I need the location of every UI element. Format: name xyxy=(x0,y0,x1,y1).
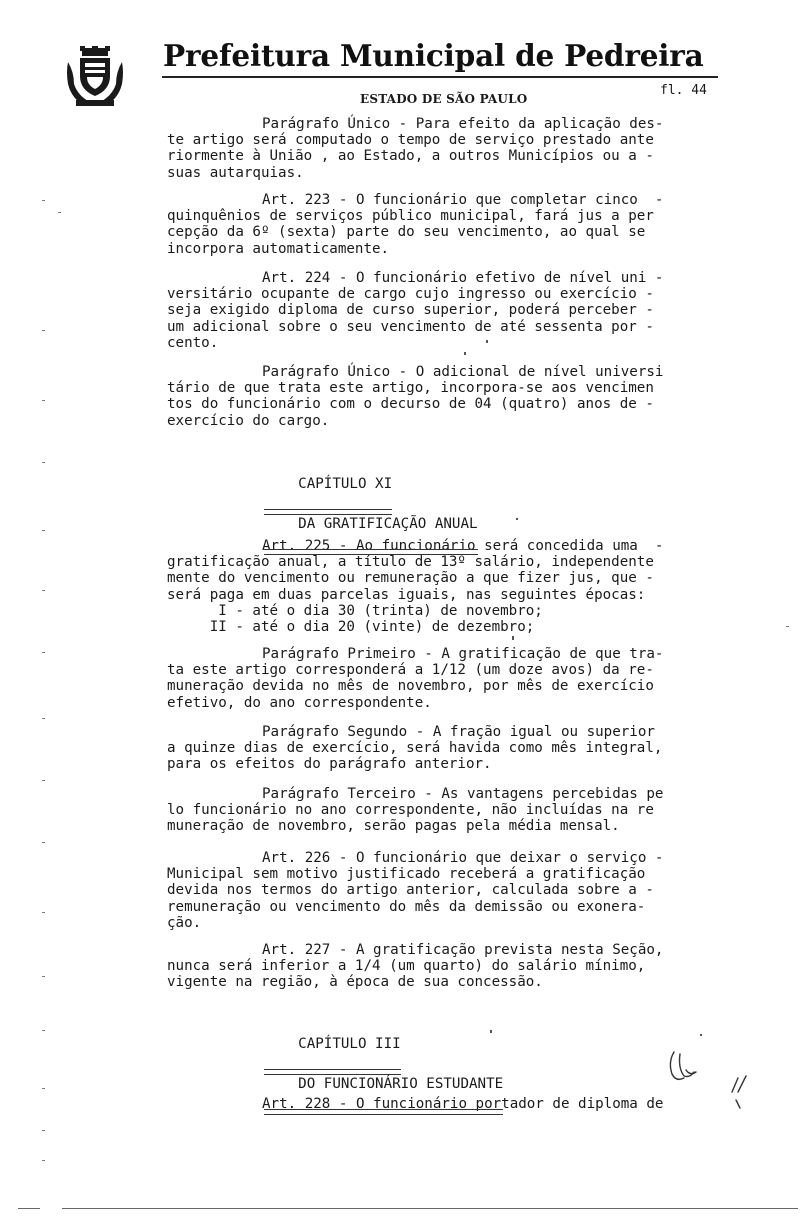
text-line: Art. 223 - O funcionário que completar cinco - xyxy=(262,192,664,208)
text-line: Parágrafo Único - Para efeito da aplicação des- xyxy=(262,116,664,132)
text-line: riormente à União , ao Estado, a outros Municípios ou a - xyxy=(167,148,654,165)
text-line: cepção da 6º (sexta) parte do seu vencimento, ao qual se xyxy=(167,224,646,241)
text-line: Art. 225 - Ao funcionário será concedida uma - xyxy=(262,538,664,554)
text-line: tário de que trata este artigo, incorpora-se aos vencimen xyxy=(167,380,654,397)
text-line: Art. 224 - O funcionário efetivo de nível uni - xyxy=(262,270,664,286)
text-line: Municipal sem motivo justificado receberá a gratificação xyxy=(167,866,646,883)
text-line: efetivo, do ano correspondente. xyxy=(167,694,432,711)
text-line: muneração devida no mês de novembro, por mês de exercício xyxy=(167,678,654,695)
text-line: suas autarquias. xyxy=(167,164,304,181)
text-line: incorpora automaticamente. xyxy=(167,240,390,257)
text-line: Art. 227 - A gratificação prevista nesta Seção, xyxy=(262,942,664,958)
text-line: nunca será inferior a 1/4 (um quarto) do salário mínimo, xyxy=(167,958,646,975)
municipal-crest-icon xyxy=(66,46,124,108)
heading-text: DO FUNCIONÁRIO ESTUDANTE xyxy=(298,1076,504,1092)
text-line: muneração de novembro, serão pagas pela média mensal. xyxy=(167,818,620,835)
text-line: para os efeitos do parágrafo anterior. xyxy=(167,756,492,773)
text-line: versitário ocupante de cargo cujo ingresso ou exercício - xyxy=(167,286,654,303)
article-227 xyxy=(0,942,663,991)
paragraph-block xyxy=(0,724,662,773)
folio-number: fl. 44 xyxy=(660,83,707,98)
text-line: gratificação anual, a título de 13º salário, independente xyxy=(167,554,654,571)
page-title: Prefeitura Municipal de Pedreira xyxy=(163,38,704,73)
heading-text: DA GRATIFICAÇÃO ANUAL xyxy=(298,516,478,532)
heading-text: CAPÍTULO XI xyxy=(298,476,393,492)
text-line: quinquênios de serviços público municipal, fará jus a per xyxy=(167,208,654,225)
text-line: remuneração ou vencimento do mês da demissão ou exonera- xyxy=(167,898,646,915)
scan-edge-line xyxy=(62,1208,798,1209)
scan-edge-line xyxy=(18,1208,40,1209)
paragraph-block xyxy=(0,646,663,711)
text-line: ção. xyxy=(167,914,202,931)
text-line: a quinze dias de exercício, será havida como mês integral, xyxy=(167,740,663,757)
text-line: Parágrafo Primeiro - A gratificação de que tra- xyxy=(262,646,664,662)
text-line: mente do vencimento ou remuneração a que fizer jus, que - xyxy=(167,570,654,587)
text-line: tos do funcionário com o decurso de 04 (quatro) anos de - xyxy=(167,396,654,413)
text-line: cento. xyxy=(167,334,219,351)
text-line: Parágrafo Segundo - A fração igual ou superior xyxy=(262,724,655,740)
text-line: vigente na região, à época de sua concessão. xyxy=(167,974,543,991)
section-heading xyxy=(264,500,478,587)
paragraph-block xyxy=(0,786,663,835)
text-line: um adicional sobre o seu vencimento de até sessenta por - xyxy=(167,318,654,335)
title-underline xyxy=(162,76,718,78)
double-underline xyxy=(264,1109,503,1115)
text-line: devida nos termos do artigo anterior, calculada sobre a - xyxy=(167,882,654,899)
article-226 xyxy=(0,850,663,931)
state-subtitle: ESTADO DE SÃO PAULO xyxy=(360,92,528,106)
text-line: II - até o dia 20 (vinte) de dezembro; xyxy=(167,618,535,635)
section-heading xyxy=(264,1060,503,1147)
paragraph-block xyxy=(0,116,663,181)
article-223 xyxy=(0,192,663,257)
text-line: será paga em duas parcelas iguais, nas seguintes épocas: xyxy=(167,586,646,603)
text-line: I - até o dia 30 (trinta) de novembro; xyxy=(167,602,543,619)
article-224 xyxy=(0,270,663,351)
heading-text: CAPÍTULO III xyxy=(298,1036,401,1052)
handwritten-initials-icon xyxy=(660,1040,760,1110)
text-line: exercício do cargo. xyxy=(167,412,330,429)
text-line: ta este artigo corresponderá a 1/12 (um doze avos) da re- xyxy=(167,662,654,679)
text-line: Parágrafo Único - O adicional de nível universi xyxy=(262,364,664,380)
text-line: Art. 226 - O funcionário que deixar o serviço - xyxy=(262,850,664,866)
text-line: te artigo será computado o tempo de serviço prestado ante xyxy=(167,132,654,149)
double-underline xyxy=(264,549,478,555)
text-line: seja exigido diploma de curso superior, poderá perceber - xyxy=(167,302,654,319)
paragraph-block xyxy=(0,364,663,429)
text-line: Art. 228 - O funcionário portador de diploma de xyxy=(262,1096,664,1112)
text-line: lo funcionário no ano correspondente, não incluídas na re xyxy=(167,802,654,819)
text-line: Parágrafo Terceiro - As vantagens percebidas pe xyxy=(262,786,664,802)
